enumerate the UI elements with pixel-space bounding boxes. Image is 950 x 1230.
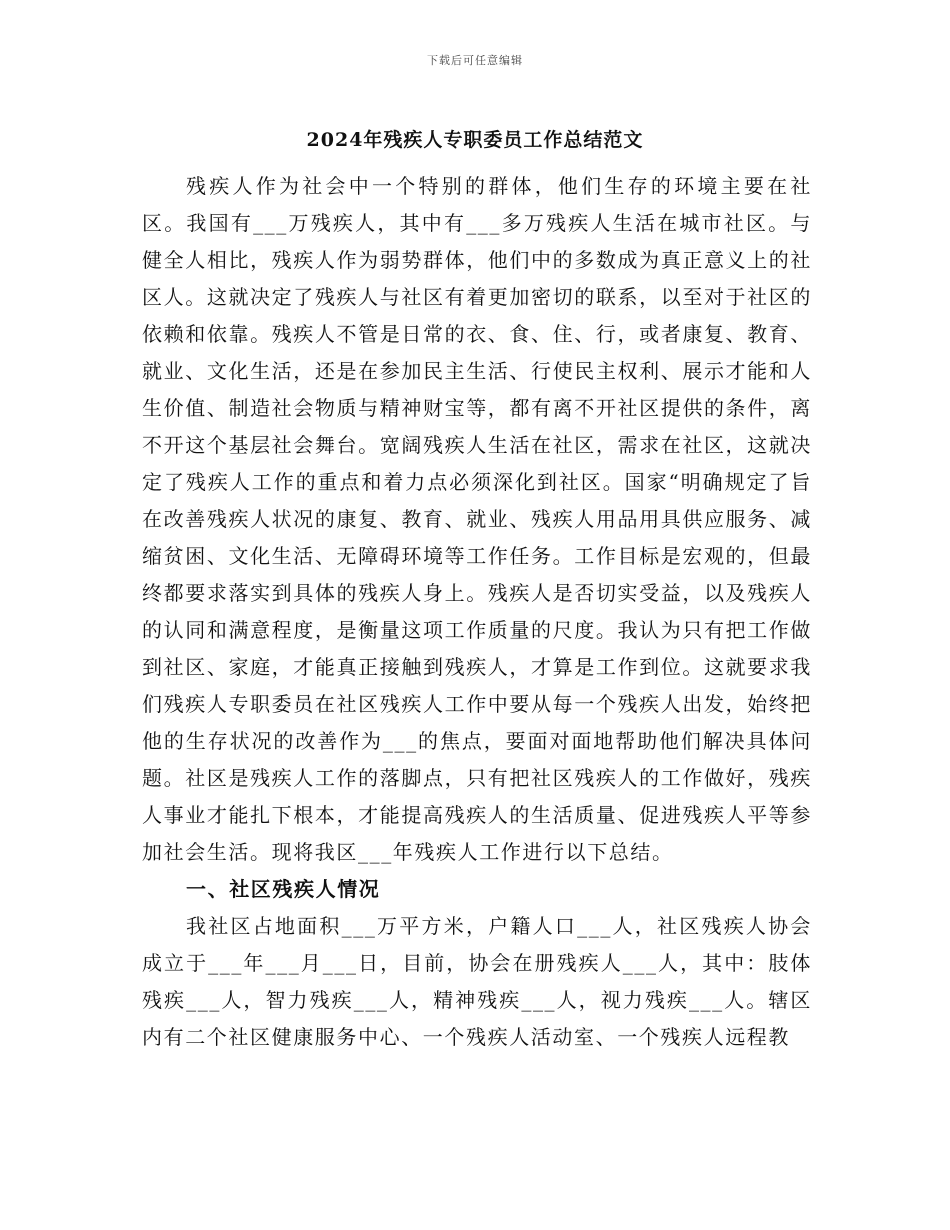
intro-paragraph: 残疾人作为社会中一个特别的群体，他们生存的环境主要在社区。我国有___万残疾人，其中有___多万残疾人生活在城市社区。与健全人相比，残疾人作为弱势群体，他们中的多数成为真正意义上的社区人。这就决定了残疾人与社区有着更加密切的联系，以至对于社区的依赖和依靠。残疾人不管是日常的衣、食、住、行，或者康复、教育、就业、文化生活，还是在参加民主生活、行使民主权利、展示才能和人生价值、制造社会物质与精神财宝等，都有离不开社区提供的条件，离不开这个基层社会舞台。宽阔残疾人生活在社区，需求在社区，这就决定了残疾人工作的重点和着力点必须深化到社区。国家“明确规定了旨在改善残疾人状况的康复、教育、就业、残疾人用品用具供应服务、减缩贫困、文化生活、无障碍环境等工作任务。工作目标是宏观的，但最终都要求落实到具体的残疾人身上。残疾人是否切实受益，以及残疾人的认同和满意程度，是衡量这项工作质量的尺度。我认为只有把工作做到社区、家庭，才能真正接触到残疾人，才算是工作到位。这就要求我们残疾人专职委员在社区残疾人工作中要从每一个残疾人出发，始终把他的生存状况的改善作为___的焦点，要面对面地帮助他们解决具体问题。社区是残疾人工作的落脚点，只有把社区残疾人的工作做好，残疾人事业才能扎下根本，才能提高残疾人的生活质量、促进残疾人平等参加社会生活。现将我区___年残疾人工作进行以下总结。 xyxy=(142,174,812,864)
document-title: 2024年残疾人专职委员工作总结范文 xyxy=(306,129,644,151)
page-header-note: 下载后可任意编辑 xyxy=(427,54,523,67)
section-heading: 一、社区残疾人情况 xyxy=(186,877,381,901)
document-body xyxy=(142,168,812,1056)
section-paragraph: 我社区占地面积___万平方米，户籍人口___人，社区残疾人协会成立于___年___月___日，目前，协会在册残疾人___人，其中：肢体残疾___人，智力残疾___人，精神残疾___人，视力残疾___人。辖区内有二个社区健康服务中心、一个残疾人活动室、一个残疾人远程教 xyxy=(142,914,812,1049)
